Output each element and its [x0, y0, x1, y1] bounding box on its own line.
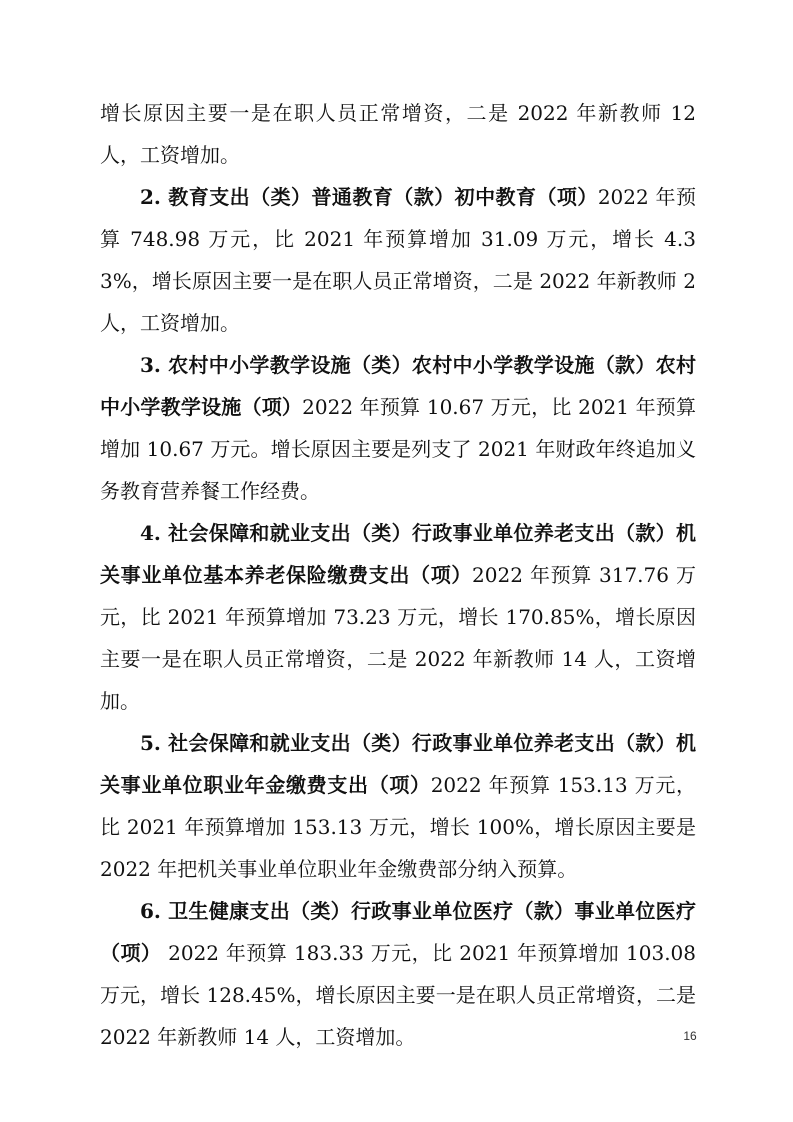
paragraph-heading: 5. 社会保障和就业支出（类）行政事业单位养老支出（款）机关事业单位职业年金缴费支出（项）: [100, 731, 696, 797]
paragraph-text: 2022 年预算 10.67 万元，比 2021 年预算增加 10.67 万元。增长原因主要是列支了 2021 年财政年终追加义务教育营养餐工作经费。: [100, 395, 697, 503]
paragraph-heading: 3. 农村中小学教学设施（类）农村中小学教学设施（款）农村中小学教学设施（项）: [100, 353, 696, 419]
paragraph-item-4: [100, 512, 696, 722]
paragraph-item-5: [100, 722, 696, 890]
paragraph-text: 2022 年预算 317.76 万元，比 2021 年预算增加 73.23 万元，增长 170.85%，增长原因主要一是在职人员正常增资，二是 2022 年新教师 14 人，工资增加。: [100, 563, 697, 713]
paragraph-text: 2022 年预算 153.13 万元，比 2021 年预算增加 153.13 万元，增长 100%，增长原因主要是 2022 年把机关事业单位职业年金缴费部分纳入预算。: [100, 773, 697, 881]
paragraph-heading: 6. 卫生健康支出（类）行政事业单位医疗（款）事业单位医疗（项）: [100, 899, 696, 965]
document-body: [100, 92, 696, 1058]
paragraph-text: 2022 年预算 183.33 万元，比 2021 年预算增加 103.08 万元，增长 128.45%，增长原因主要一是在职人员正常增资，二是 2022 年新教师 14 人，工资增加。: [100, 941, 696, 1049]
paragraph-heading: 2. 教育支出（类）普通教育（款）初中教育（项）: [140, 185, 598, 209]
page-number: 16: [683, 1029, 697, 1043]
paragraph-continuation: [100, 92, 696, 176]
paragraph-text: 增长原因主要一是在职人员正常增资，二是 2022 年新教师 12 人，工资增加。: [100, 101, 696, 167]
paragraph-text: 2022 年预算 748.98 万元，比 2021 年预算增加 31.09 万元，增长 4.33%，增长原因主要一是在职人员正常增资，二是 2022 年新教师 2 人，工资增加。: [100, 185, 696, 335]
paragraph-item-2: [100, 176, 696, 344]
paragraph-heading: 4. 社会保障和就业支出（类）行政事业单位养老支出（款）机关事业单位基本养老保险缴费支出（项）: [100, 521, 696, 587]
paragraph-item-6: [100, 890, 696, 1058]
paragraph-item-3: [100, 344, 696, 512]
